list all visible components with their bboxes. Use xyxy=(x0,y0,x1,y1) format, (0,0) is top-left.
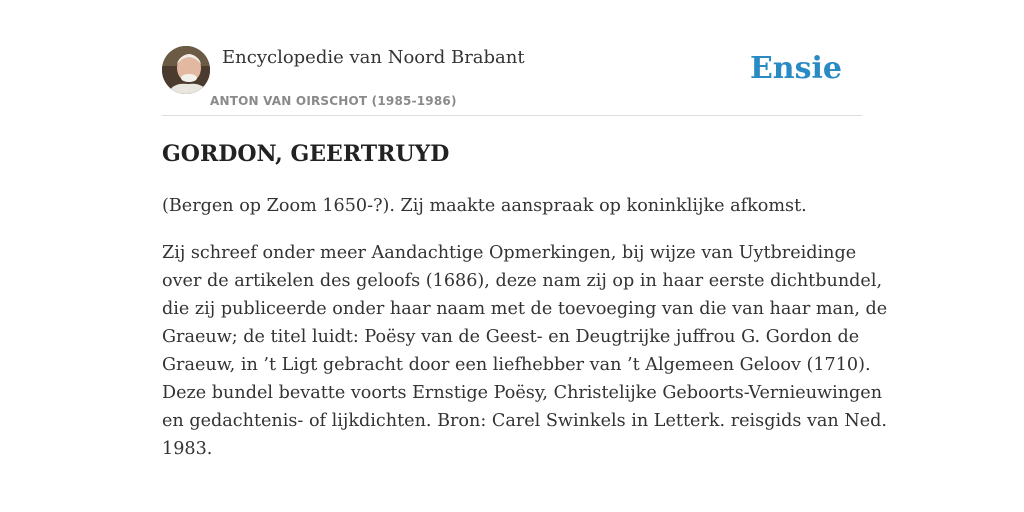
body-line: Deze bundel bevatte voorts Ernstige Poësy, Christelijke Geboorts-Vernieuwingen xyxy=(162,383,883,403)
entry-intro: (Bergen op Zoom 1650-?). Zij maakte aanspraak op koninklijke afkomst. xyxy=(162,196,807,216)
body-line: Graeuw, in ’t Ligt gebracht door een liefhebber van ’t Algemeen Geloov (1710). xyxy=(162,355,871,375)
ensie-logo[interactable]: Ensie xyxy=(749,51,842,86)
entry-body xyxy=(162,239,888,463)
author-avatar[interactable] xyxy=(162,46,210,94)
body-line: Zij schreef onder meer Aandachtige Opmerkingen, bij wijze van Uytbreidinge xyxy=(162,243,857,263)
body-line: die zij publiceerde onder haar naam met de toevoeging van die van haar man, de xyxy=(162,299,888,319)
author-name[interactable]: ANTON VAN OIRSCHOT (1985-1986) xyxy=(210,94,457,108)
body-line: Graeuw; de titel luidt: Poësy van de Geest- en Deugtrijke juffrou G. Gordon de xyxy=(162,327,860,347)
portrait-image xyxy=(162,46,210,94)
source-title[interactable]: Encyclopedie van Noord Brabant xyxy=(222,47,525,68)
entry-title: GORDON, GEERTRUYD xyxy=(162,141,450,167)
page-header xyxy=(162,46,862,116)
header-divider xyxy=(162,115,862,116)
body-line: 1983. xyxy=(162,439,213,459)
body-line: over de artikelen des geloofs (1686), deze nam zij op in haar eerste dichtbundel, xyxy=(162,271,883,291)
body-line: en gedachtenis- of lijkdichten. Bron: Carel Swinkels in Letterk. reisgids van Ned. xyxy=(162,411,887,431)
